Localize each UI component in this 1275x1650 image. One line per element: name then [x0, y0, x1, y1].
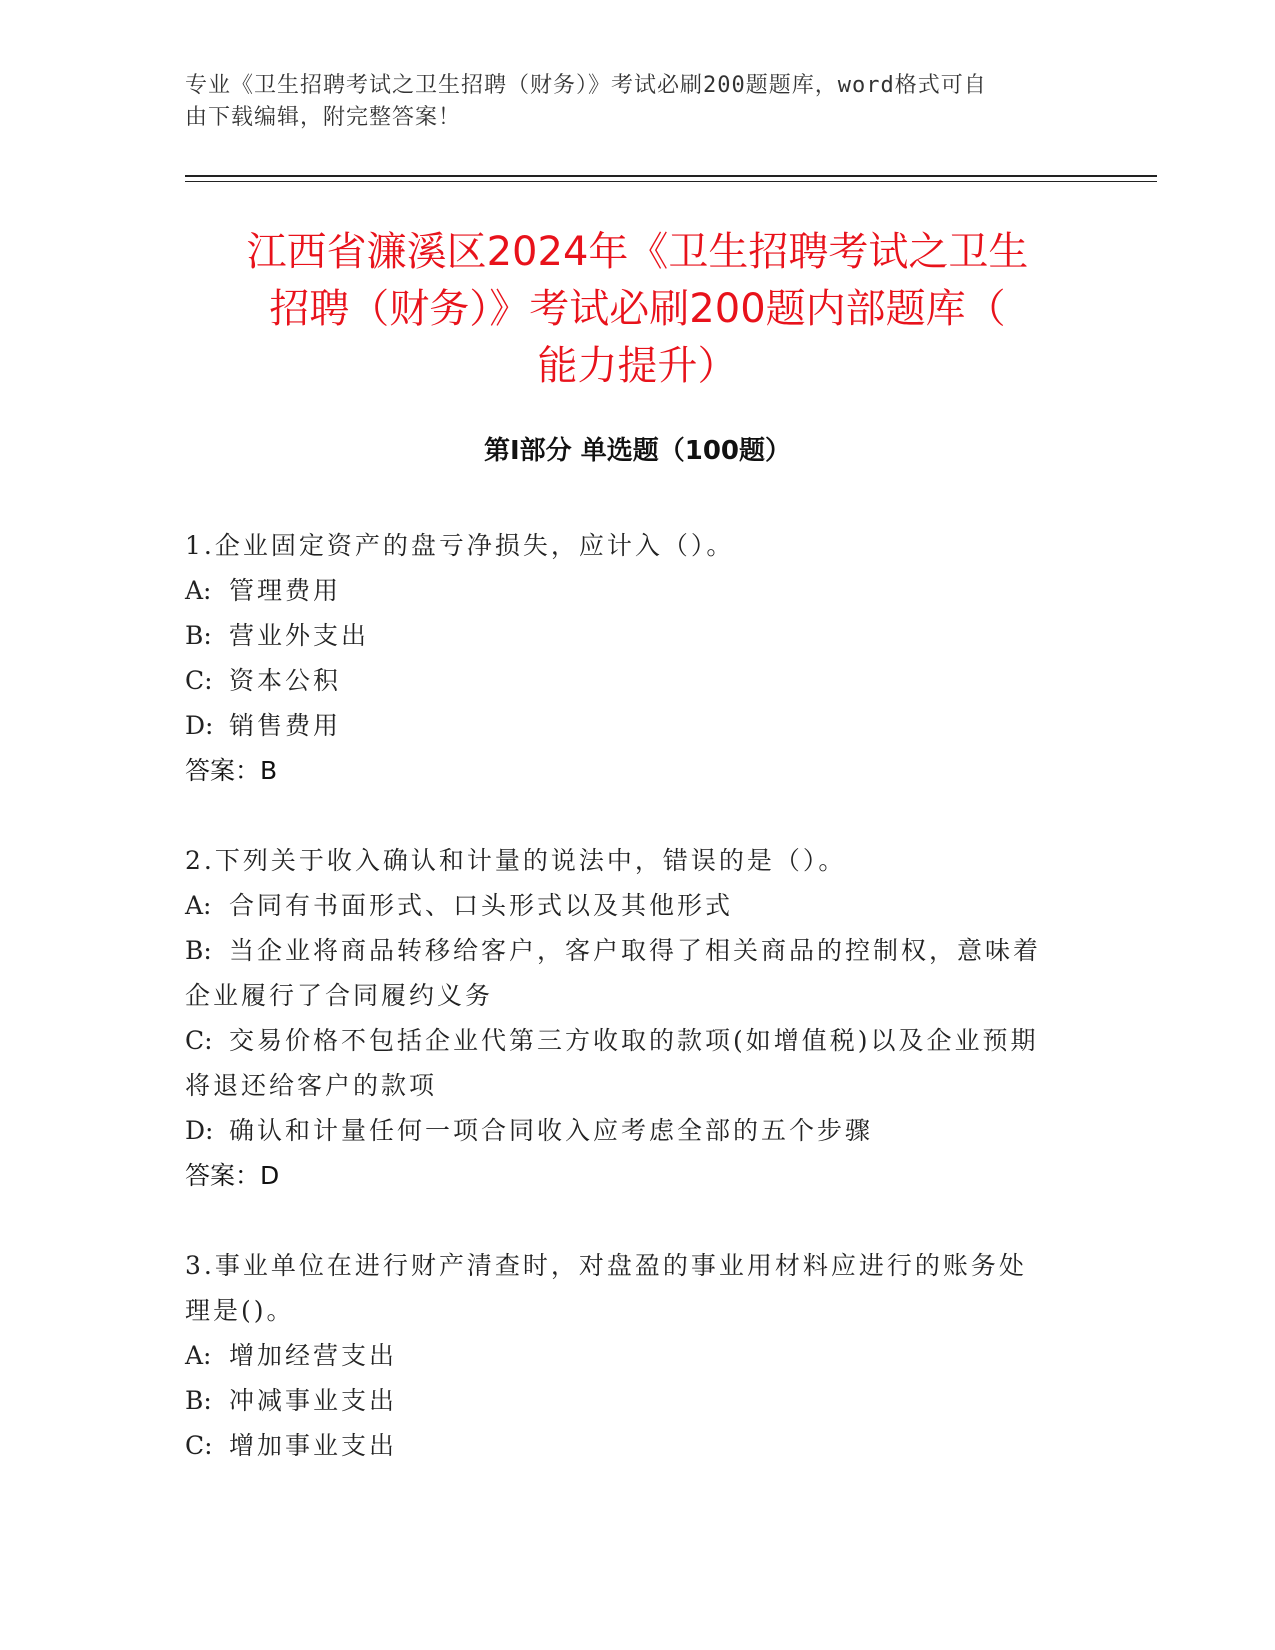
- section-title: 第I部分 单选题（100题）: [484, 436, 791, 466]
- option-text: 资本公积: [229, 666, 342, 695]
- question-item: [185, 523, 1065, 793]
- answer-line: 答案：D: [185, 1161, 280, 1190]
- option-text: 销售费用: [229, 711, 342, 740]
- question-option: [185, 658, 1065, 703]
- header-note-line: 由下载编辑，附完整答案！: [185, 105, 462, 130]
- option-text: 确认和计量任何一项合同收入应考虑全部的五个步骤: [229, 1116, 874, 1145]
- header-rule-thin: [185, 181, 1157, 182]
- question-option: [185, 973, 1065, 1018]
- option-text: 管理费用: [229, 576, 342, 605]
- question-option: [185, 1108, 1065, 1153]
- option-letter: B:: [185, 1386, 212, 1415]
- question-option: [185, 703, 1065, 748]
- option-text: 冲减事业支出: [229, 1386, 398, 1415]
- option-letter: C:: [185, 666, 213, 695]
- option-letter: B:: [185, 621, 212, 650]
- answer-line: 答案：B: [185, 756, 278, 785]
- option-text: 增加事业支出: [229, 1431, 398, 1460]
- option-letter: D:: [185, 711, 214, 740]
- option-text: 当企业将商品转移给客户，客户取得了相关商品的控制权，意味着: [229, 936, 1042, 965]
- option-text: 交易价格不包括企业代第三方收取的款项(如增值税)以及企业预期: [229, 1026, 1039, 1055]
- question-item: [185, 1243, 1065, 1468]
- question-list: [185, 523, 1065, 1513]
- header-note: [185, 70, 1065, 134]
- question-stem: 3.事业单位在进行财产清查时，对盘盈的事业用材料应进行的账务处: [185, 1251, 1027, 1280]
- question-option: [185, 613, 1065, 658]
- question-option: [185, 1423, 1065, 1468]
- option-text: 合同有书面形式、口头形式以及其他形式: [229, 891, 734, 920]
- question-option: [185, 568, 1065, 613]
- option-text: 企业履行了合同履约义务: [185, 981, 494, 1010]
- document-title-line: 招聘（财务）》考试必刷200题内部题库（: [269, 286, 1006, 332]
- option-letter: A:: [185, 891, 212, 920]
- question-stem: 2.下列关于收入确认和计量的说法中，错误的是（）。: [185, 846, 847, 875]
- question-option: [185, 1063, 1065, 1108]
- option-letter: C:: [185, 1026, 213, 1055]
- header-note-line: 专业《卫生招聘考试之卫生招聘（财务）》考试必刷200题题库，word格式可自: [185, 73, 987, 98]
- document-title-line: 能力提升）: [537, 343, 738, 389]
- question-stem: 理是()。: [185, 1296, 295, 1325]
- option-text: 营业外支出: [229, 621, 370, 650]
- question-option: [185, 1378, 1065, 1423]
- document-title-line: 江西省濂溪区2024年《卫生招聘考试之卫生: [246, 229, 1029, 275]
- option-letter: B:: [185, 936, 212, 965]
- question-option: [185, 1018, 1065, 1063]
- option-text: 将退还给客户的款项: [185, 1071, 438, 1100]
- question-option: [185, 928, 1065, 973]
- option-letter: A:: [185, 576, 212, 605]
- question-option: [185, 883, 1065, 928]
- question-option: [185, 1333, 1065, 1378]
- option-letter: D:: [185, 1116, 214, 1145]
- question-item: [185, 838, 1065, 1198]
- option-letter: C:: [185, 1431, 213, 1460]
- option-text: 增加经营支出: [229, 1341, 398, 1370]
- question-stem: 1.企业固定资产的盘亏净损失，应计入（）。: [185, 531, 735, 560]
- document-title: [185, 224, 1090, 395]
- option-letter: A:: [185, 1341, 212, 1370]
- header-rule-thick: [185, 175, 1157, 177]
